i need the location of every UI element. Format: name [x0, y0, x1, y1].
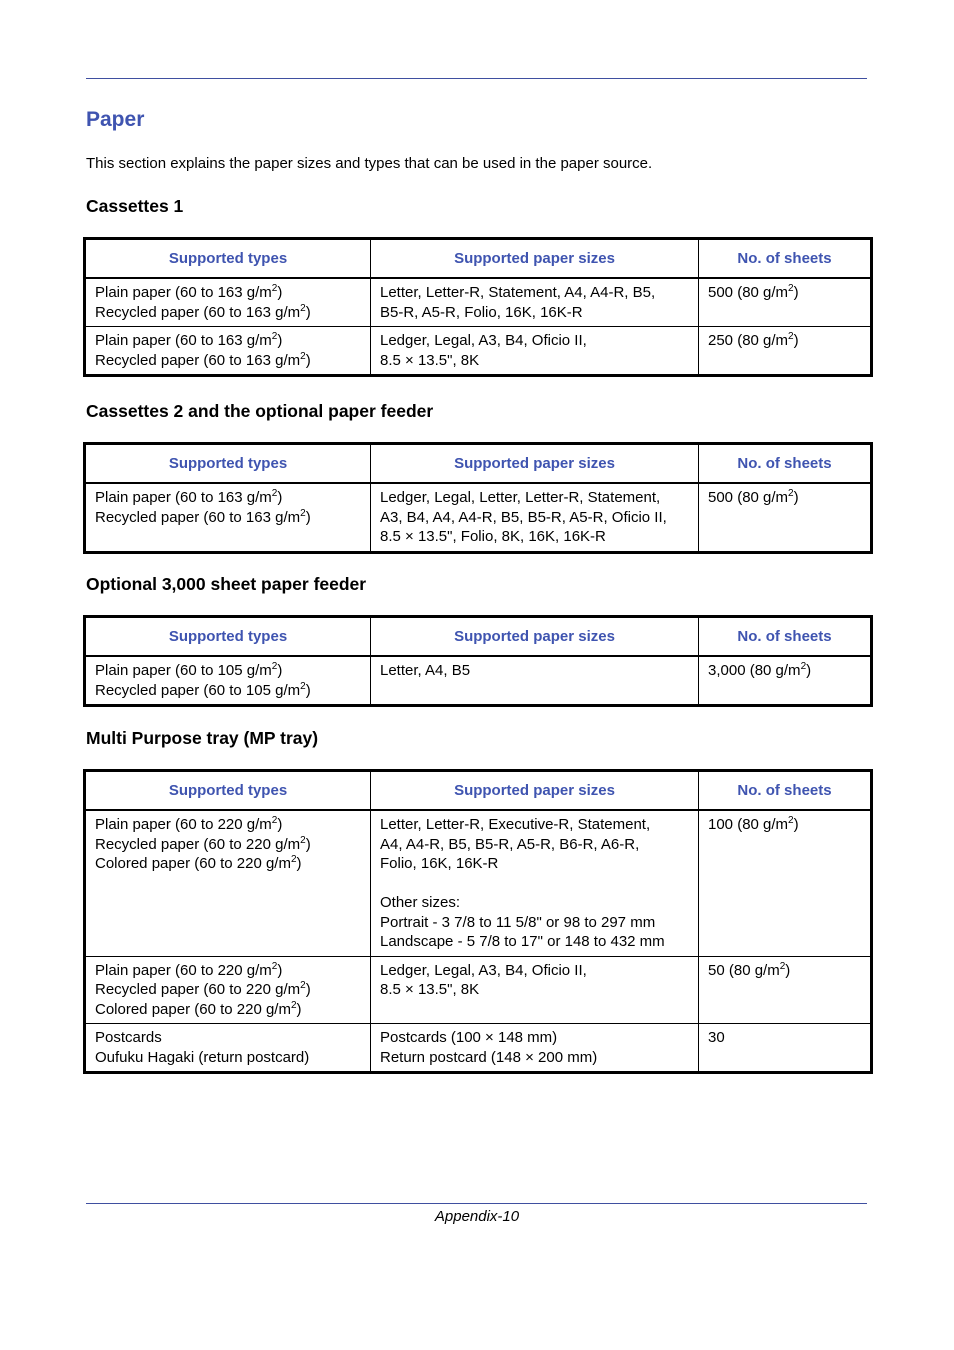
cell-supported-types: [85, 327, 371, 376]
table-row: [85, 956, 872, 1024]
cell-sheet-count: [699, 656, 872, 706]
paper-type-text: Plain paper (60 to 105 g/m: [95, 662, 272, 679]
cell-supported-types: [85, 656, 371, 706]
paper-type-line: [95, 508, 362, 528]
paper-type-line: [95, 815, 362, 835]
column-header-sizes: Supported paper sizes: [371, 617, 699, 657]
cell-supported-sizes: [371, 1024, 699, 1073]
sheet-count-line: [708, 961, 862, 981]
table-row: [85, 278, 872, 327]
column-header-sheets: No. of sheets: [699, 239, 872, 279]
column-header-types: Supported types: [85, 617, 371, 657]
intro-text: This section explains the paper sizes and types that can be used in the paper source.: [86, 155, 653, 172]
sheet-count-line: [708, 1028, 862, 1048]
paper-type-text: Recycled paper (60 to 163 g/m: [95, 351, 301, 369]
sheet-count-text: ): [793, 284, 799, 301]
paper-table: [83, 442, 873, 554]
paper-size-line: Letter, Letter-R, Statement, A4, A4-R, B5,: [380, 284, 656, 301]
superscript: 2: [290, 854, 297, 865]
cell-supported-sizes: [371, 956, 699, 1024]
table-row: [85, 483, 872, 552]
superscript: 2: [271, 283, 278, 294]
sheet-count-line: [708, 815, 862, 835]
page-footer: Appendix-10: [434, 1208, 520, 1225]
table-row: [85, 1024, 872, 1073]
paper-type-line: [95, 1000, 362, 1020]
table-row: [85, 810, 872, 956]
sheet-count-text: 500 (80 g/m: [708, 489, 789, 506]
paper-size-line: [380, 874, 690, 894]
sheet-count-line: [708, 661, 862, 681]
paper-size-line: 8.5 × 13.5", Folio, 8K, 16K, 16K-R: [380, 528, 606, 545]
cell-sheet-count: [699, 1024, 872, 1073]
paper-size-line: Ledger, Legal, A3, B4, Oficio II,: [380, 332, 587, 349]
section-heading: Cassettes 1: [86, 196, 184, 216]
paper-type-text: ): [305, 508, 311, 526]
sheet-count-text: ): [785, 961, 791, 979]
paper-size-line: Other sizes:: [380, 894, 461, 911]
paper-type-text: ): [305, 835, 311, 853]
paper-type-line: [95, 854, 362, 874]
sheet-count-text: 30: [708, 1029, 725, 1046]
sheet-count-text: ): [806, 662, 812, 679]
cell-sheet-count: [699, 483, 872, 552]
sheet-count-text: ): [793, 332, 799, 349]
column-header-sheets: No. of sheets: [699, 617, 872, 657]
paper-table: [83, 237, 873, 377]
paper-size-line: Portrait - 3 7/8 to 11 5/8" or 98 to 297 mm: [380, 913, 656, 931]
paper-size-line: Return postcard (148 × 200 mm): [380, 1048, 598, 1066]
superscript: 2: [779, 960, 786, 972]
paper-type-line: [95, 961, 362, 981]
paper-size-line: A4, A4-R, B5, B5-R, A5-R, B6-R, A6-R,: [380, 835, 640, 853]
paper-type-line: [95, 488, 362, 508]
cell-supported-types: [85, 483, 371, 552]
cell-supported-sizes: [371, 483, 699, 552]
superscript: 2: [300, 980, 306, 991]
superscript: 2: [271, 960, 278, 972]
column-header-sizes: Supported paper sizes: [371, 444, 699, 484]
column-header-sheets: No. of sheets: [699, 771, 872, 811]
section-heading: Multi Purpose tray (MP tray): [86, 728, 319, 748]
cell-supported-types: [85, 1024, 371, 1073]
paper-type-line: [95, 351, 362, 371]
superscript: 2: [300, 834, 306, 846]
cell-sheet-count: [699, 956, 872, 1024]
paper-type-line: [95, 331, 362, 351]
paper-type-text: ): [277, 489, 283, 506]
paper-type-line: [95, 303, 362, 323]
sheet-count-text: 250 (80 g/m: [708, 332, 789, 349]
sheet-count-line: [708, 283, 862, 303]
paper-type-text: Plain paper (60 to 220 g/m: [95, 961, 272, 979]
superscript: 2: [300, 680, 306, 692]
superscript: 2: [788, 331, 794, 342]
superscript: 2: [271, 331, 278, 342]
paper-type-line: [95, 835, 362, 855]
paper-type-text: Plain paper (60 to 220 g/m: [95, 816, 272, 833]
paper-type-text: ): [296, 1000, 302, 1018]
section-heading: Cassettes 2 and the optional paper feeder: [86, 401, 434, 421]
paper-type-line: [95, 1028, 362, 1048]
sheet-count-text: ): [793, 489, 799, 506]
paper-size-line: Letter, Letter-R, Executive-R, Statement,: [380, 816, 651, 833]
superscript: 2: [788, 283, 794, 294]
paper-type-text: Recycled paper (60 to 220 g/m: [95, 981, 301, 998]
paper-type-text: Recycled paper (60 to 105 g/m: [95, 681, 301, 699]
cell-supported-sizes: [371, 656, 699, 706]
paper-type-text: Recycled paper (60 to 163 g/m: [95, 508, 301, 526]
paper-type-text: ): [277, 816, 283, 833]
paper-size-line: Ledger, Legal, A3, B4, Oficio II,: [380, 961, 587, 979]
paper-type-line: [95, 980, 362, 1000]
paper-type-text: Postcards: [95, 1029, 162, 1046]
cell-supported-types: [85, 278, 371, 327]
cell-supported-sizes: [371, 278, 699, 327]
superscript: 2: [300, 350, 306, 362]
section-heading: Optional 3,000 sheet paper feeder: [86, 574, 367, 594]
paper-size-line: Postcards (100 × 148 mm): [380, 1029, 558, 1046]
paper-table: [83, 769, 873, 1074]
sheet-count-text: 3,000 (80 g/m: [708, 662, 801, 679]
paper-type-text: ): [277, 284, 283, 301]
paper-size-line: B5-R, A5-R, Folio, 16K, 16K-R: [380, 303, 583, 321]
paper-type-text: Recycled paper (60 to 220 g/m: [95, 835, 301, 853]
table-row: [85, 327, 872, 376]
paper-type-text: Oufuku Hagaki (return postcard): [95, 1048, 310, 1066]
paper-type-line: [95, 1048, 362, 1068]
cell-supported-sizes: [371, 810, 699, 956]
page-title: Paper: [86, 108, 145, 131]
cell-sheet-count: [699, 327, 872, 376]
paper-type-text: ): [277, 332, 283, 349]
superscript: 2: [271, 815, 278, 826]
sheet-count-text: 100 (80 g/m: [708, 816, 789, 833]
paper-size-line: 8.5 × 13.5", 8K: [380, 351, 480, 369]
sheet-count-line: [708, 331, 862, 351]
paper-size-line: Ledger, Legal, Letter, Letter-R, Statement,: [380, 489, 661, 506]
paper-type-line: [95, 283, 362, 303]
superscript: 2: [300, 507, 306, 519]
column-header-types: Supported types: [85, 444, 371, 484]
superscript: 2: [271, 488, 278, 499]
paper-type-text: ): [296, 855, 302, 872]
paper-type-text: ): [277, 662, 283, 679]
paper-type-text: Recycled paper (60 to 163 g/m: [95, 303, 301, 321]
paper-type-text: Plain paper (60 to 163 g/m: [95, 284, 272, 301]
sheet-count-text: 50 (80 g/m: [708, 961, 780, 979]
superscript: 2: [788, 815, 794, 826]
column-header-types: Supported types: [85, 239, 371, 279]
paper-size-line: Landscape - 5 7/8 to 17" or 148 to 432 mm: [380, 933, 665, 950]
paper-type-text: ): [305, 351, 311, 369]
cell-supported-types: [85, 810, 371, 956]
paper-size-line: Letter, A4, B5: [380, 662, 471, 679]
superscript: 2: [800, 661, 807, 672]
paper-size-line: Folio, 16K, 16K-R: [380, 855, 499, 872]
paper-type-text: ): [277, 961, 283, 979]
cell-supported-sizes: [371, 327, 699, 376]
superscript: 2: [290, 999, 297, 1011]
column-header-sizes: Supported paper sizes: [371, 239, 699, 279]
sheet-count-text: ): [793, 816, 799, 833]
superscript: 2: [300, 302, 306, 314]
paper-type-text: ): [305, 681, 311, 699]
paper-type-line: [95, 661, 362, 681]
sheet-count-text: 500 (80 g/m: [708, 284, 789, 301]
paper-type-text: Colored paper (60 to 220 g/m: [95, 855, 291, 872]
paper-size-line: A3, B4, A4, A4-R, B5, B5-R, A5-R, Oficio II,: [380, 508, 667, 526]
sheet-count-line: [708, 488, 862, 508]
cell-sheet-count: [699, 810, 872, 956]
superscript: 2: [271, 661, 278, 672]
paper-type-text: ): [305, 303, 311, 321]
column-header-sheets: No. of sheets: [699, 444, 872, 484]
paper-type-text: Plain paper (60 to 163 g/m: [95, 332, 272, 349]
paper-type-text: Plain paper (60 to 163 g/m: [95, 489, 272, 506]
header-rule: [86, 78, 867, 79]
paper-type-text: ): [305, 981, 311, 998]
superscript: 2: [788, 488, 794, 499]
paper-table: [83, 615, 873, 707]
column-header-types: Supported types: [85, 771, 371, 811]
cell-supported-types: [85, 956, 371, 1024]
table-row: [85, 656, 872, 706]
cell-sheet-count: [699, 278, 872, 327]
column-header-sizes: Supported paper sizes: [371, 771, 699, 811]
paper-type-text: Colored paper (60 to 220 g/m: [95, 1000, 291, 1018]
footer-rule: [86, 1203, 867, 1204]
paper-size-line: 8.5 × 13.5", 8K: [380, 981, 480, 998]
paper-type-line: [95, 681, 362, 701]
